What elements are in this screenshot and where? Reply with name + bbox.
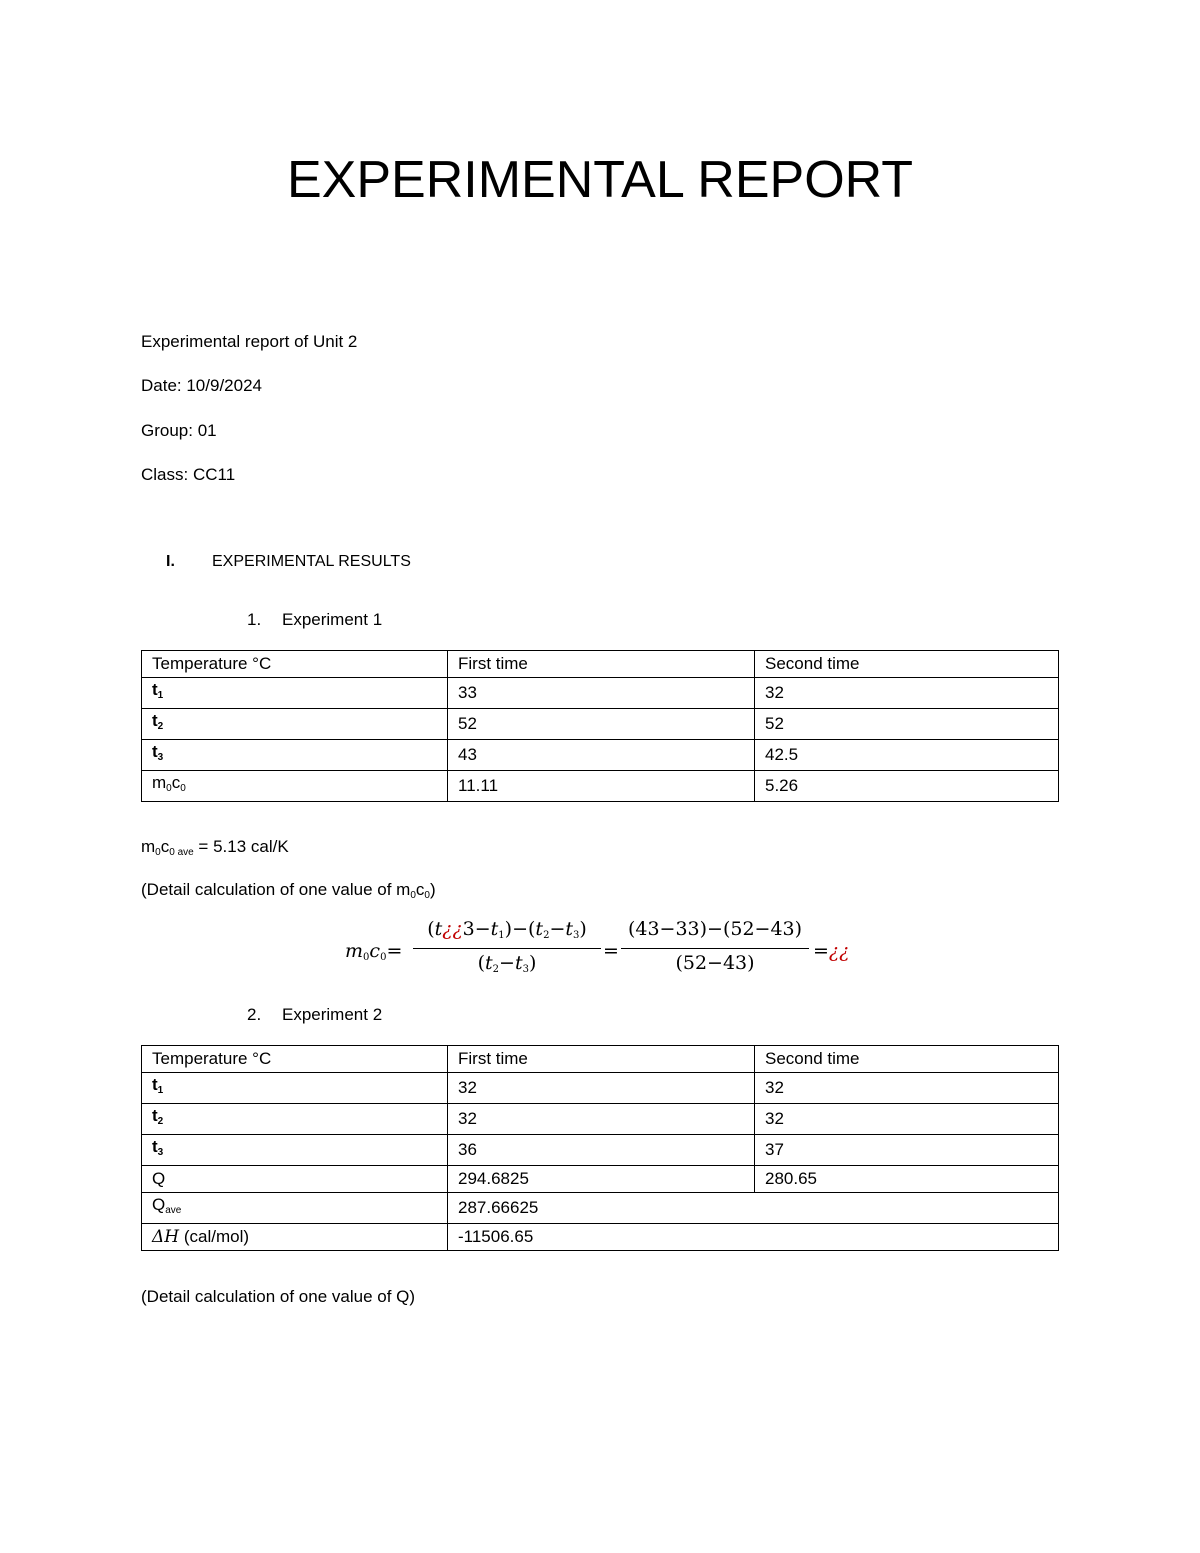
- row-label: $t_1$: [142, 678, 448, 709]
- table-row: [142, 1166, 1059, 1193]
- table-row: [142, 1224, 1059, 1251]
- table-row: [142, 740, 1059, 771]
- fraction-denominator: (52−43): [675, 952, 755, 974]
- row-label: $t_3$: [142, 1135, 448, 1166]
- table-cell: 32: [448, 1104, 755, 1135]
- row-label: Q: [142, 1166, 448, 1193]
- table-cell: 37: [755, 1135, 1059, 1166]
- experiment-2-table: [141, 1045, 1059, 1251]
- table-cell: 294.6825: [448, 1166, 755, 1193]
- table-cell: 52: [755, 709, 1059, 740]
- report-unit: Experimental report of Unit 2: [141, 332, 358, 351]
- table-row: [142, 1073, 1059, 1104]
- table-cell: 33: [448, 678, 755, 709]
- row-label: $t_2$: [142, 709, 448, 740]
- header-cell: First time: [448, 651, 755, 678]
- fraction-denominator: $(t_2-t_3)$: [477, 952, 537, 975]
- experiment-1-number: 1.: [247, 610, 262, 629]
- table-cell: 5.26: [755, 771, 1059, 802]
- header-cell: Second time: [755, 1046, 1059, 1073]
- row-label: $t_2$: [142, 1104, 448, 1135]
- table-cell: 32: [448, 1073, 755, 1104]
- row-label: $t_3$: [142, 740, 448, 771]
- table-cell: 42.5: [755, 740, 1059, 771]
- table-cell: -11506.65: [448, 1224, 1059, 1251]
- experiment-2-heading: [247, 1005, 382, 1025]
- table-row: [142, 1104, 1059, 1135]
- row-label: $m_0c_0$: [142, 771, 448, 802]
- section-heading: [166, 553, 411, 571]
- table-row: [142, 771, 1059, 802]
- header-cell: First time: [448, 1046, 755, 1073]
- experiment-2-title: Experiment 2: [282, 1005, 383, 1024]
- fraction-bar: [621, 948, 809, 949]
- table-row: [142, 1193, 1059, 1224]
- table-row: [142, 1135, 1059, 1166]
- fraction-bar: [413, 948, 601, 949]
- table-header-row: [142, 651, 1059, 678]
- table-cell: 36: [448, 1135, 755, 1166]
- detail-calculation-mc: (Detail calculation of one value of $m_0c_0$): [141, 880, 436, 901]
- formula-lhs: $m_0c_0=$: [345, 940, 403, 963]
- section-number: I.: [166, 553, 175, 570]
- table-cell: 32: [755, 1073, 1059, 1104]
- average-mc-line: $m_0c_{0 ave} = 5.13$ cal/K: [141, 837, 289, 858]
- table-cell: 280.65: [755, 1166, 1059, 1193]
- fraction-numerator: $(t¿¿3-t_1)-(t_2-t_3)$: [427, 918, 587, 941]
- report-date: Date: 10/9/2024: [141, 376, 262, 395]
- page-title: EXPERIMENTAL REPORT: [286, 151, 914, 209]
- formula-equals: =: [603, 940, 619, 962]
- experiment-1-table: [141, 650, 1059, 802]
- table-row: [142, 709, 1059, 740]
- table-cell: 43: [448, 740, 755, 771]
- table-cell: 32: [755, 678, 1059, 709]
- experiment-1-heading: [247, 610, 382, 630]
- table-cell: 32: [755, 1104, 1059, 1135]
- table-cell: 11.11: [448, 771, 755, 802]
- experiment-2-number: 2.: [247, 1005, 262, 1024]
- header-cell: Temperature °C: [142, 1046, 448, 1073]
- header-cell: Temperature °C: [142, 651, 448, 678]
- table-header-row: [142, 1046, 1059, 1073]
- row-label: $Q_{ave}$: [142, 1193, 448, 1224]
- fraction-numerator: (43−33)−(52−43): [627, 918, 803, 940]
- table-cell: 52: [448, 709, 755, 740]
- report-group: Group: 01: [141, 421, 217, 440]
- row-label: $t_1$: [142, 1073, 448, 1104]
- header-cell: Second time: [755, 651, 1059, 678]
- formula-result: =¿¿: [813, 940, 850, 962]
- table-cell: 287.66625: [448, 1193, 1059, 1224]
- detail-calculation-q: (Detail calculation of one value of Q): [141, 1287, 416, 1306]
- section-title: EXPERIMENTAL RESULTS: [212, 553, 411, 570]
- experiment-1-title: Experiment 1: [282, 610, 383, 629]
- report-class: Class: CC11: [141, 465, 236, 484]
- table-row: [142, 678, 1059, 709]
- row-label: ΔH (cal/mol): [142, 1224, 448, 1251]
